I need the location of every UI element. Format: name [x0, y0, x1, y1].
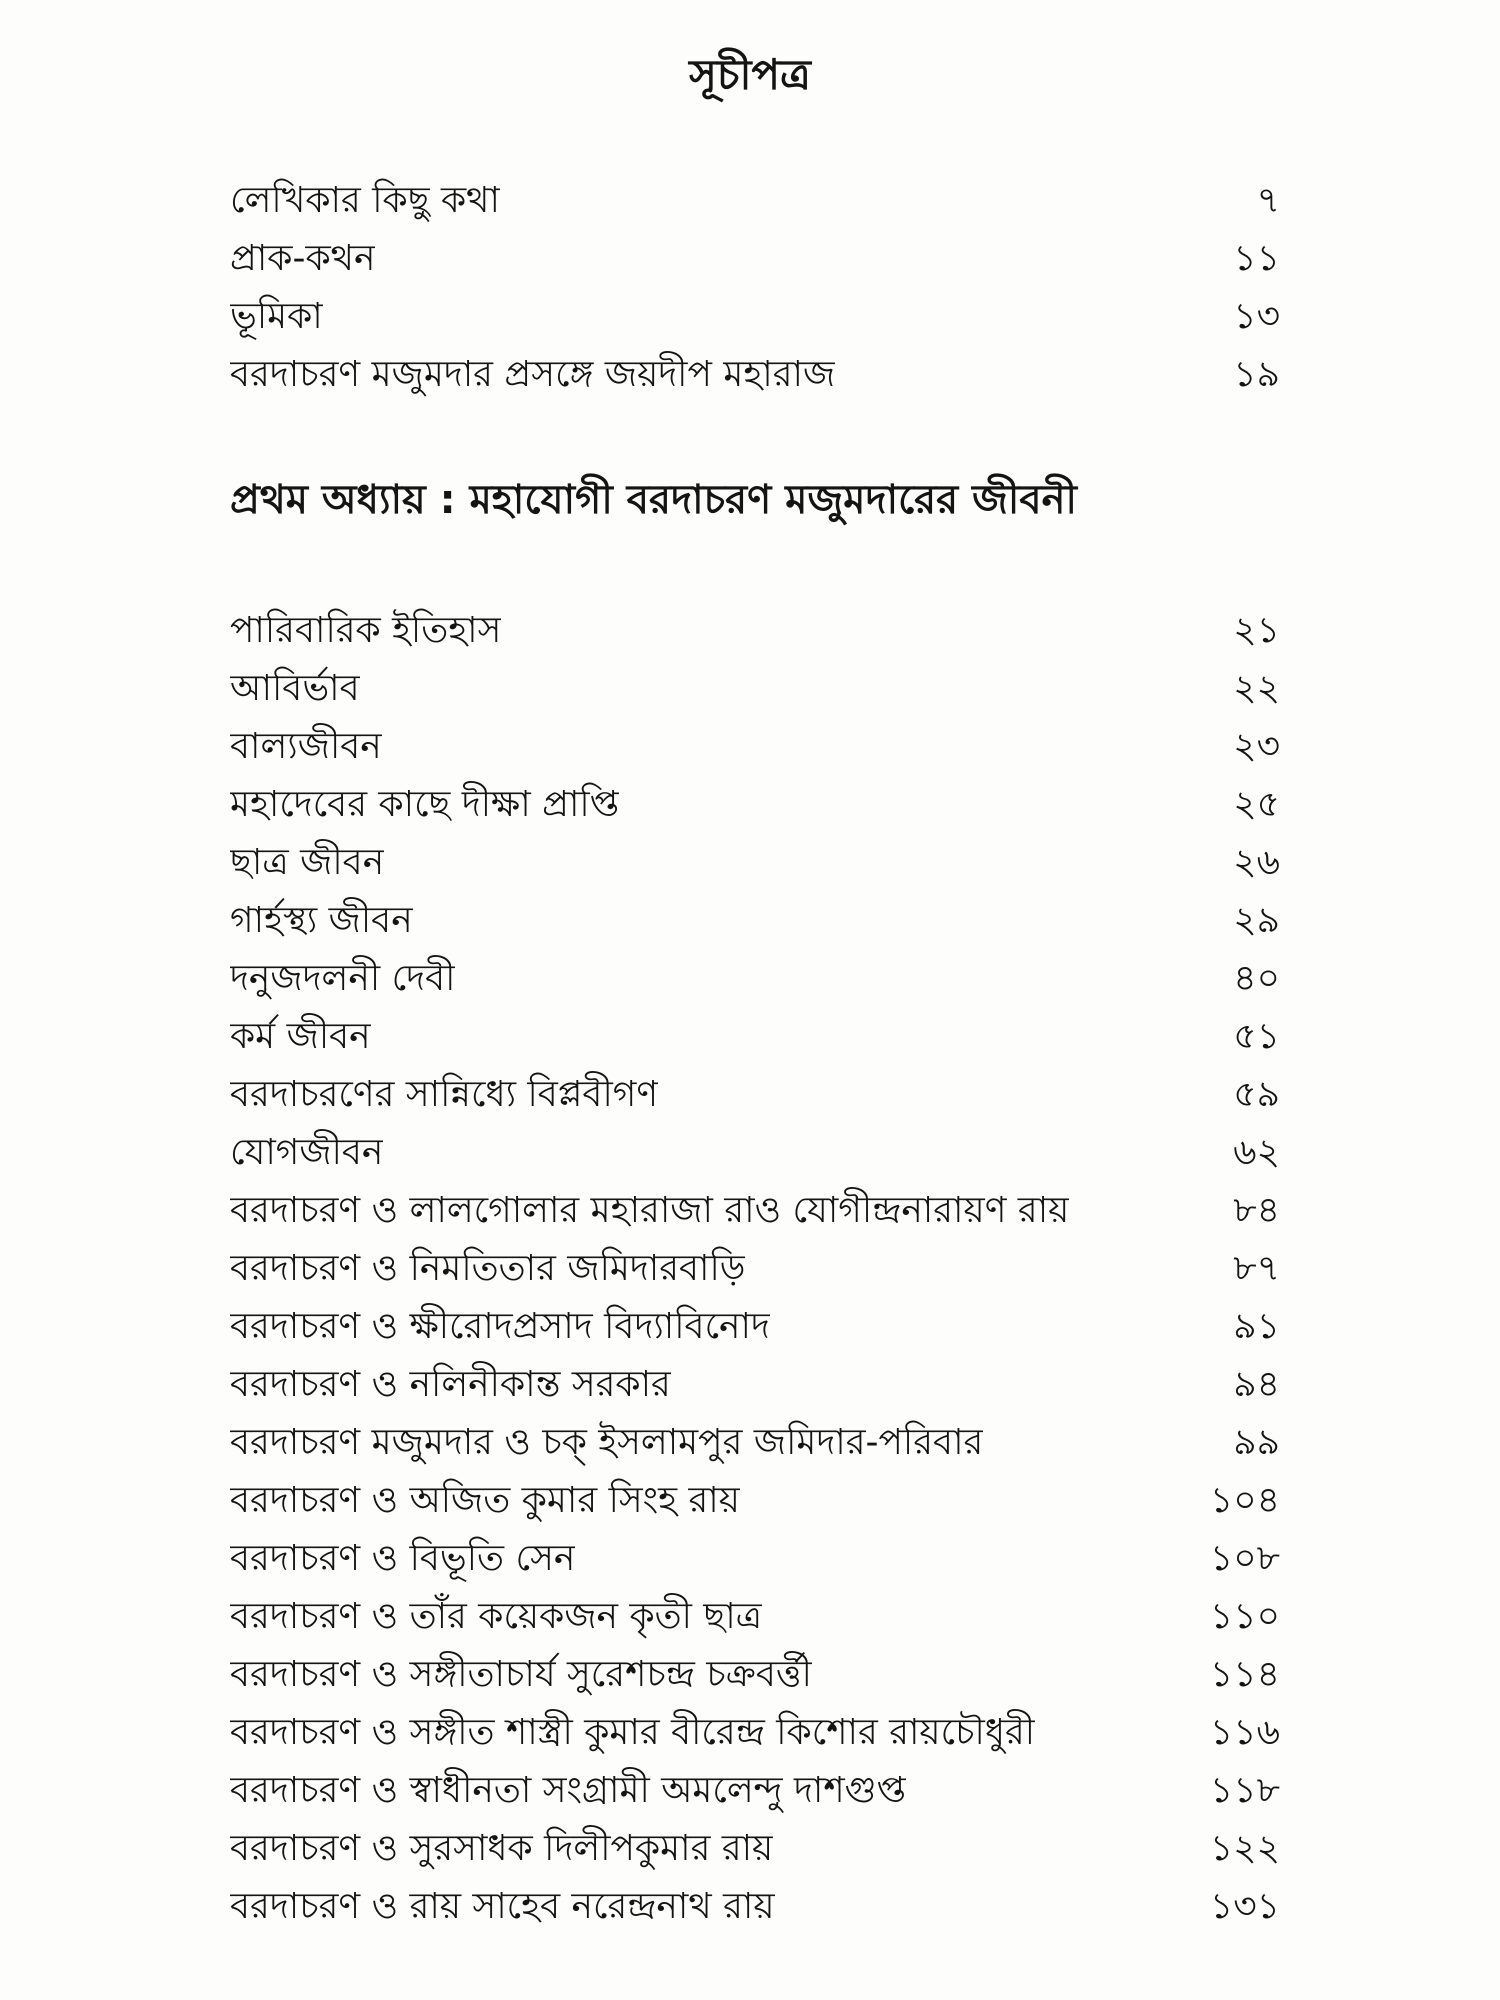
toc-entry: [230, 1124, 1280, 1182]
entry-page-number: ১৩: [1233, 296, 1280, 337]
entry-page-number: ৯৯: [1233, 1422, 1280, 1463]
entry-page-number: ১১৮: [1209, 1770, 1280, 1811]
entry-title: ছাত্র জীবন: [230, 842, 385, 883]
entry-page-number: ১১০: [1209, 1596, 1280, 1637]
toc-entry: [230, 346, 1280, 404]
entry-page-number: ১৯: [1233, 354, 1280, 395]
entry-title: কর্ম জীবন: [230, 1016, 371, 1057]
entry-title: বরদাচরণ ও লালগোলার মহারাজা রাও যোগীন্দ্রনারায়ণ রায়: [230, 1190, 1070, 1231]
toc-entry: [230, 602, 1280, 660]
entry-page-number: ১১৪: [1209, 1654, 1280, 1695]
entry-title: আবির্ভাব: [230, 668, 360, 709]
toc-entry: [230, 892, 1280, 950]
entry-page-number: ৯৪: [1233, 1364, 1280, 1405]
entry-title: প্রাক-কথন: [230, 238, 376, 279]
entry-page-number: ৭: [1256, 180, 1280, 221]
entry-page-number: ১১: [1233, 238, 1280, 279]
toc-entry: [230, 1530, 1280, 1588]
entry-title: বরদাচরণ ও রায় সাহেব নরেন্দ্রনাথ রায়: [230, 1886, 775, 1927]
entry-title: বরদাচরণ ও সঙ্গীতাচার্য সুরেশচন্দ্র চক্রবর্ত্তী: [230, 1654, 812, 1695]
entry-title: বরদাচরণ ও স্বাধীনতা সংগ্রামী অমলেন্দু দাশগুপ্ত: [230, 1770, 907, 1811]
toc-entry: [230, 776, 1280, 834]
entry-page-number: ৫৯: [1233, 1074, 1280, 1115]
entry-title: বরদাচরণ ও সঙ্গীত শাস্ত্রী কুমার বীরেন্দ্র কিশোর রায়চৌধুরী: [230, 1712, 1036, 1753]
entry-title: বাল্যজীবন: [230, 726, 382, 767]
entry-title: বরদাচরণ মজুমদার প্রসঙ্গে জয়দীপ মহারাজ: [230, 354, 836, 395]
entry-page-number: ২৫: [1233, 784, 1280, 825]
entry-page-number: ৬২: [1233, 1132, 1280, 1173]
chapter-entries-list: [230, 602, 1280, 1936]
entry-title: বরদাচরণ ও সুরসাধক দিলীপকুমার রায়: [230, 1828, 774, 1869]
toc-entry: [230, 950, 1280, 1008]
toc-entry: [230, 660, 1280, 718]
front-matter-list: [230, 172, 1280, 404]
entry-title: বরদাচরণ ও নলিনীকান্ত সরকার: [230, 1364, 671, 1405]
toc-entry: [230, 1008, 1280, 1066]
toc-entry: [230, 1762, 1280, 1820]
entry-page-number: ২১: [1233, 610, 1280, 651]
toc-entry: [230, 1646, 1280, 1704]
toc-entry: [230, 172, 1280, 230]
toc-entry: [230, 834, 1280, 892]
entry-page-number: ১২২: [1209, 1828, 1280, 1869]
entry-title: বরদাচরণ ও তাঁর কয়েকজন কৃতী ছাত্র: [230, 1596, 763, 1637]
page-title: সূচীপত্র: [689, 50, 811, 99]
entry-title: বরদাচরণ ও নিমতিতার জমিদারবাড়ি: [230, 1248, 746, 1289]
entry-page-number: ২৯: [1233, 900, 1280, 941]
toc-entry: [230, 1240, 1280, 1298]
entry-title: দনুজদলনী দেবী: [230, 958, 456, 999]
toc-entry: [230, 1182, 1280, 1240]
entry-page-number: ৮৪: [1233, 1190, 1280, 1231]
entry-page-number: ২২: [1233, 668, 1280, 709]
entry-title: পারিবারিক ইতিহাস: [230, 610, 502, 651]
entry-title: বরদাচরণের সান্নিধ্যে বিপ্লবীগণ: [230, 1074, 659, 1115]
toc-entry: [230, 1820, 1280, 1878]
entry-page-number: ২৬: [1233, 842, 1280, 883]
entry-title: ভূমিকা: [230, 296, 323, 337]
toc-entry: [230, 1066, 1280, 1124]
toc-entry: [230, 1588, 1280, 1646]
toc-entry: [230, 1298, 1280, 1356]
entry-title: বরদাচরণ মজুমদার ও চক্ ইসলামপুর জমিদার-পরিবার: [230, 1422, 984, 1463]
entry-page-number: ৫১: [1233, 1016, 1280, 1057]
chapter-heading: প্রথম অধ্যায় : মহাযোগী বরদাচরণ মজুমদারের জীবনী: [230, 477, 1077, 523]
entry-page-number: ৯১: [1233, 1306, 1280, 1347]
entry-title: বরদাচরণ ও অজিত কুমার সিংহ রায়: [230, 1480, 740, 1521]
toc-entry: [230, 1472, 1280, 1530]
entry-title: গার্হস্থ্য জীবন: [230, 900, 413, 941]
entry-page-number: ১১৬: [1209, 1712, 1280, 1753]
entry-page-number: ১৩১: [1209, 1886, 1280, 1927]
toc-entry: [230, 1878, 1280, 1936]
entry-page-number: ১০৮: [1209, 1538, 1280, 1579]
entry-page-number: ৮৭: [1233, 1248, 1280, 1289]
entry-title: লেখিকার কিছু কথা: [230, 180, 500, 221]
entry-page-number: ১০৪: [1209, 1480, 1280, 1521]
toc-entry: [230, 1704, 1280, 1762]
entry-title: যোগজীবন: [230, 1132, 384, 1173]
toc-entry: [230, 1414, 1280, 1472]
entry-page-number: ৪০: [1233, 958, 1280, 999]
toc-entry: [230, 288, 1280, 346]
entry-title: বরদাচরণ ও বিভূতি সেন: [230, 1538, 576, 1579]
entry-title: মহাদেবের কাছে দীক্ষা প্রাপ্তি: [230, 784, 620, 825]
entry-page-number: ২৩: [1233, 726, 1280, 767]
toc-entry: [230, 718, 1280, 776]
toc-entry: [230, 1356, 1280, 1414]
entry-title: বরদাচরণ ও ক্ষীরোদপ্রসাদ বিদ্যাবিনোদ: [230, 1306, 770, 1347]
toc-entry: [230, 230, 1280, 288]
